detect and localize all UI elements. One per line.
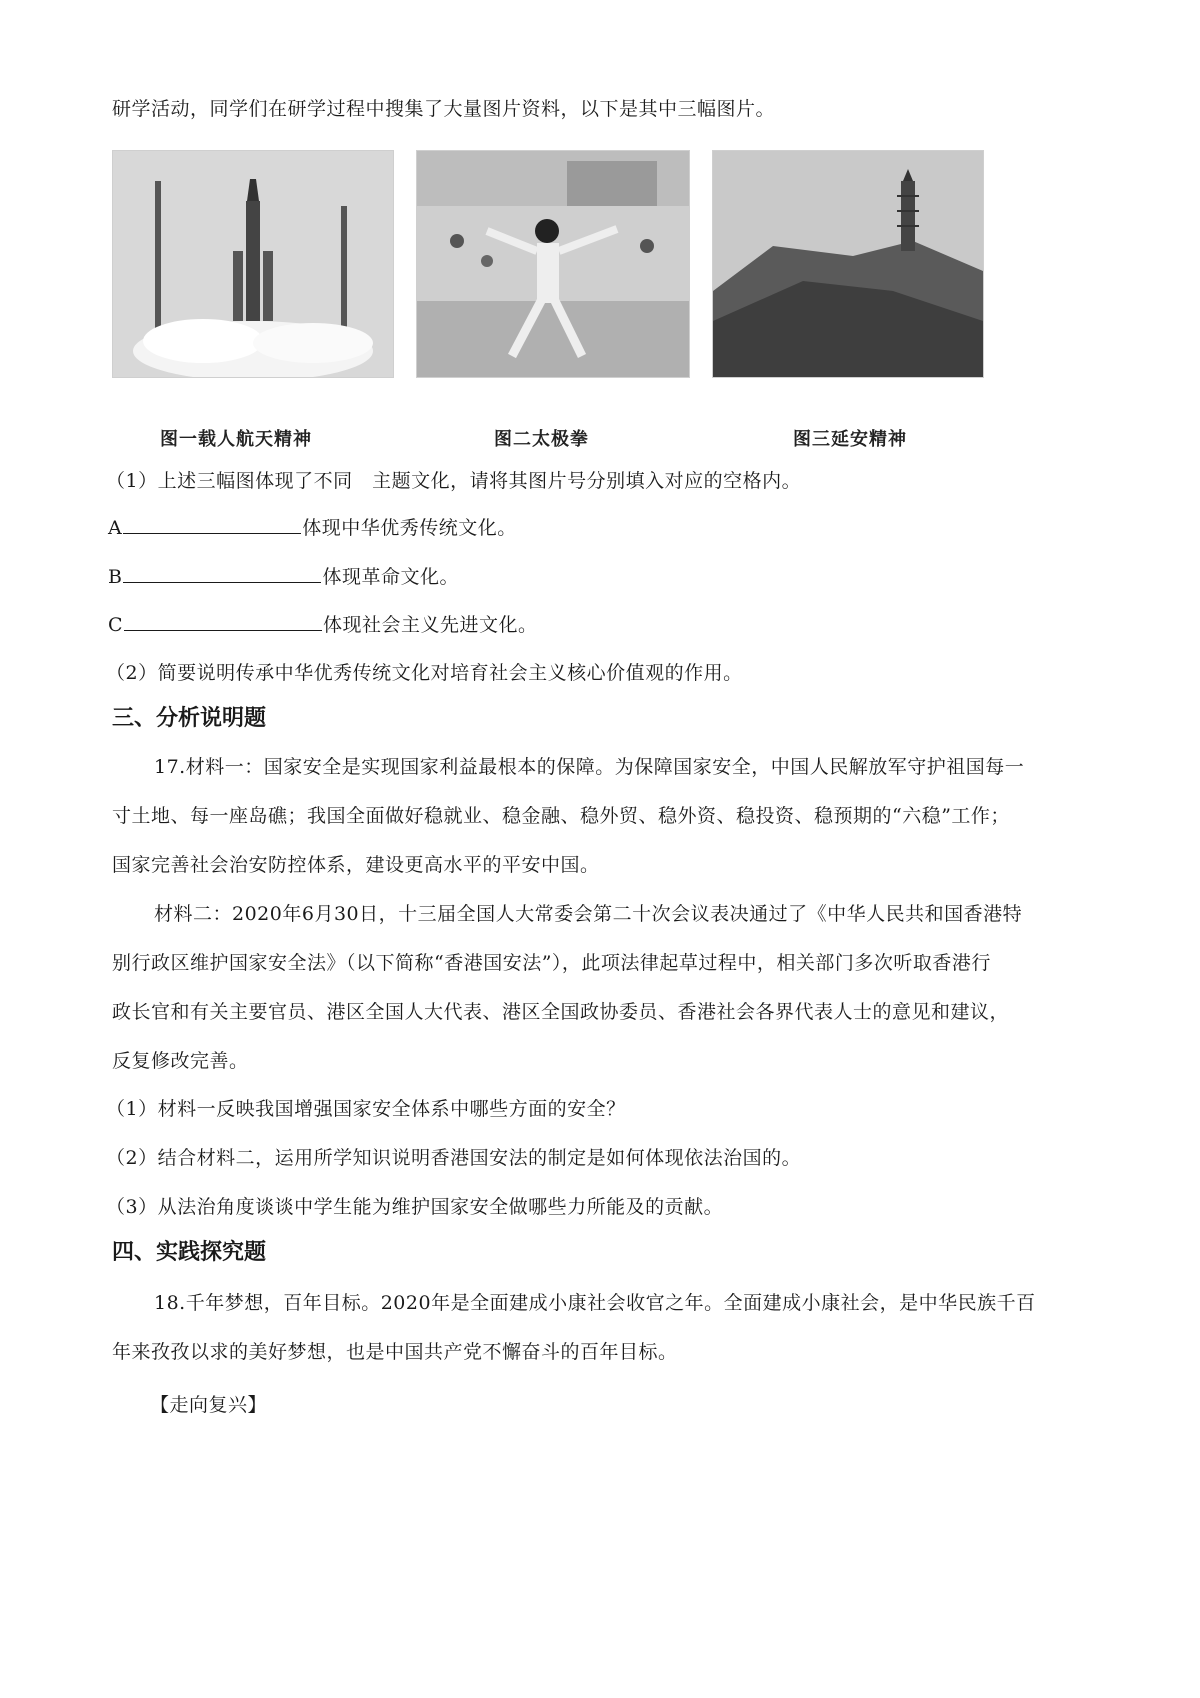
q16-option-c [108, 612, 538, 638]
option-c-label: C [108, 614, 124, 636]
option-b-label: B [108, 566, 123, 588]
q16-part1: （1）上述三幅图体现了不同 主题文化，请将其图片号分别填入对应的空格内。 [106, 470, 802, 492]
q18-line-1: 18.千年梦想，百年目标。2020年是全面建成小康社会收官之年。全面建成小康社会，是中华民族千百 [154, 1292, 1036, 1314]
q17-line-6: 政长官和有关主要官员、港区全国人大代表、港区全国政协委员、香港社会各界代表人士的意见和建议， [112, 1001, 1010, 1023]
option-a-text: 体现中华优秀传统文化。 [302, 517, 517, 539]
figure-2-caption: 图二太极拳 [494, 429, 589, 450]
q18-subheading: 【走向复兴】 [150, 1394, 268, 1416]
option-c-text: 体现社会主义先进文化。 [323, 614, 538, 636]
section-3-heading: 三、分析说明题 [112, 706, 267, 731]
option-b-blank[interactable] [123, 564, 321, 583]
option-a-blank[interactable] [123, 515, 301, 534]
q17-line-2: 寸土地、每一座岛礁；我国全面做好稳就业、稳金融、稳外贸、稳外资、稳投资、稳预期的“六稳”工作； [112, 805, 1010, 827]
tai-chi-photo [416, 150, 690, 378]
q17-line-4: 材料二：2020年6月30日，十三届全国人大常委会第二十次会议表决通过了《中华人民共和国香港特 [154, 903, 1023, 925]
q17-sub-3: （3）从法治角度谈谈中学生能为维护国家安全做哪些力所能及的贡献。 [106, 1196, 724, 1218]
figure-1-caption: 图一载人航天精神 [160, 429, 312, 450]
q17-line-3: 国家完善社会治安防控体系，建设更高水平的平安中国。 [112, 854, 600, 876]
option-a-label: A [108, 517, 123, 539]
q17-sub-1: （1）材料一反映我国增强国家安全体系中哪些方面的安全？ [106, 1098, 626, 1120]
intro-text: 研学活动，同学们在研学过程中搜集了大量图片资料，以下是其中三幅图片。 [112, 98, 776, 120]
section-4-heading: 四、实践探究题 [112, 1240, 267, 1265]
q17-line-5: 别行政区维护国家安全法》（以下简称“香港国安法”），此项法律起草过程中，相关部门多次听取香港行 [112, 952, 991, 974]
rocket-launch-photo [112, 150, 394, 378]
q16-option-a [108, 515, 517, 541]
option-c-blank[interactable] [124, 612, 322, 631]
q17-line-7: 反复修改完善。 [112, 1050, 249, 1072]
option-b-text: 体现革命文化。 [322, 566, 459, 588]
figure-3-caption: 图三延安精神 [793, 429, 907, 450]
q18-line-2: 年来孜孜以求的美好梦想，也是中国共产党不懈奋斗的百年目标。 [112, 1341, 678, 1363]
q17-line-1: 17.材料一：国家安全是实现国家利益最根本的保障。为保障国家安全，中国人民解放军守护祖国每一 [154, 756, 1025, 778]
q16-option-b [108, 564, 459, 590]
q17-sub-2: （2）结合材料二，运用所学知识说明香港国安法的制定是如何体现依法治国的。 [106, 1147, 802, 1169]
q16-part2: （2）简要说明传承中华优秀传统文化对培育社会主义核心价值观的作用。 [106, 662, 743, 684]
yanan-pagoda-photo [712, 150, 984, 378]
